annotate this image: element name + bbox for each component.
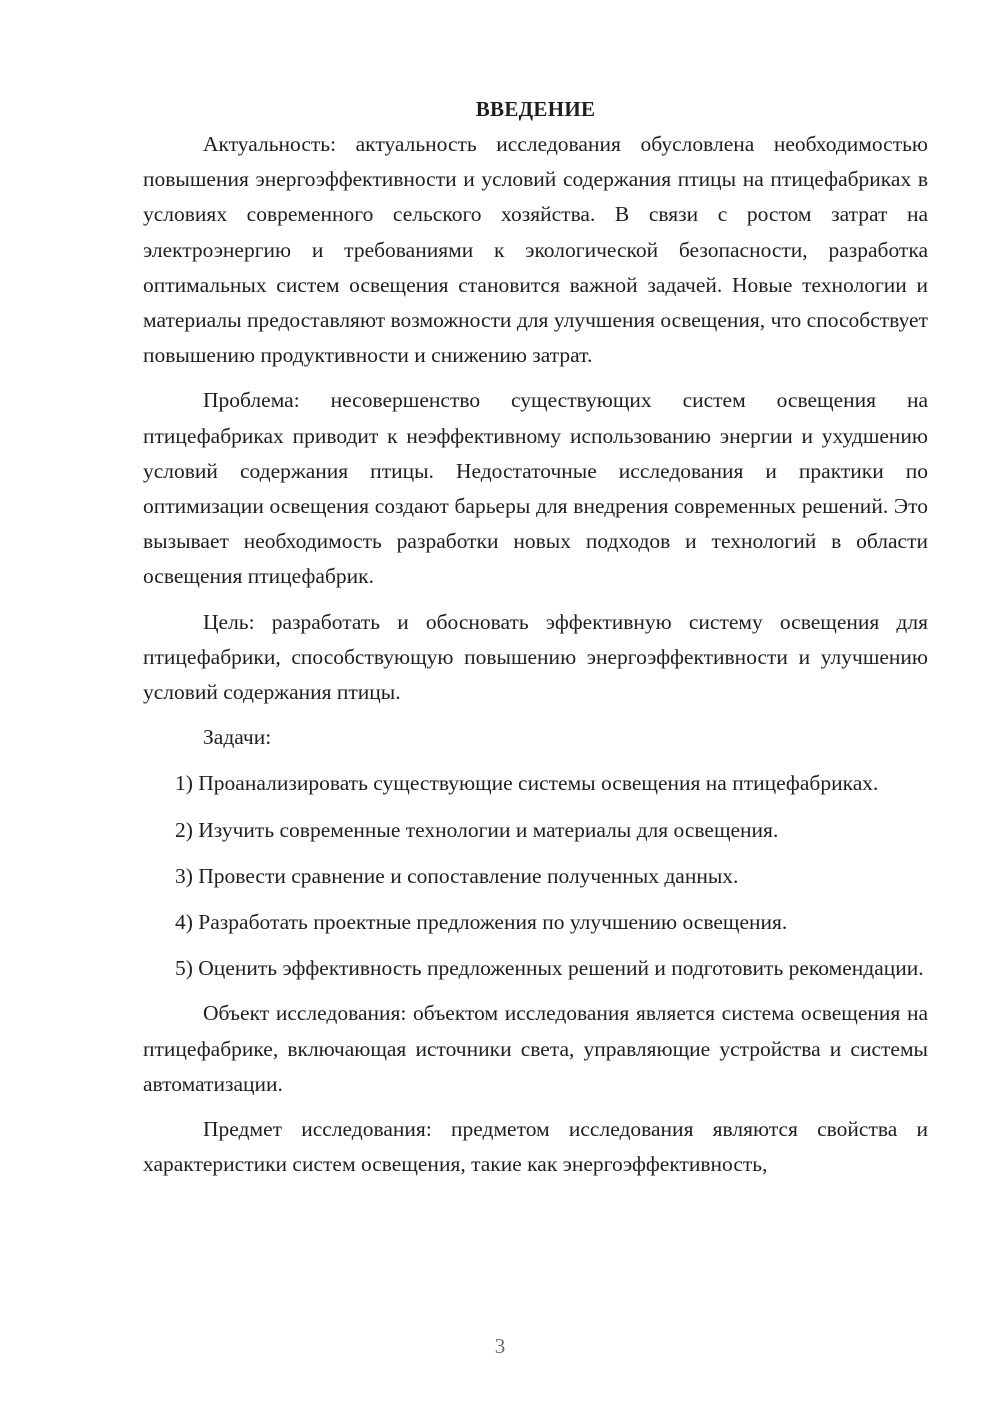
page-number: 3 <box>494 1334 506 1358</box>
problem-paragraph: Проблема: несовершенство существующих систем освещения на птицефабриках приводит к неэффективному использованию энергии и ухудшению условий содержания птицы. Недостаточные исследования и практики по оптимизации освещения создают барьеры для внедрения современных решений. Это вызывает необходимость разработки новых подходов и технологий в области освещения птицефабрик. <box>143 388 928 589</box>
task-item-2: 2) Изучить современные технологии и материалы для освещения. <box>175 817 779 842</box>
task-item-1: 1) Проанализировать существующие системы освещения на птицефабриках. <box>175 771 879 796</box>
object-paragraph: Объект исследования: объектом исследования является система освещения на птицефабрике, включающая источники света, управляющие устройства и системы автоматизации. <box>143 1001 928 1096</box>
page-body <box>143 92 928 1182</box>
task-item-5: 5) Оценить эффективность предложенных решений и подготовить рекомендации. <box>175 956 924 981</box>
tasks-heading: Задачи: <box>203 725 272 750</box>
subject-paragraph: Предмет исследования: предметом исследования являются свойства и характеристики систем освещения, такие как энергоэффективность, <box>143 1117 928 1177</box>
relevance-paragraph: Актуальность: актуальность исследования обусловлена необходимостью повышения энергоэффективности и условий содержания птицы на птицефабриках в условиях современного сельского хозяйства. В связи с ростом затрат на электроэнергию и требованиями к экологической безопасности, разработка оптимальных систем освещения становится важной задачей. Новые технологии и материалы предоставляют возможности для улучшения освещения, что способствует повышению продуктивности и снижению затрат. <box>143 132 928 368</box>
task-item-3: 3) Провести сравнение и сопоставление полученных данных. <box>175 863 739 888</box>
section-title: ВВЕДЕНИЕ <box>475 97 596 121</box>
tasks-list <box>143 766 928 986</box>
goal-paragraph: Цель: разработать и обосновать эффективную систему освещения для птицефабрики, способствующую повышению энергоэффективности и улучшению условий содержания птицы. <box>143 609 928 705</box>
task-item-4: 4) Разработать проектные предложения по улучшению освещения. <box>175 910 788 935</box>
